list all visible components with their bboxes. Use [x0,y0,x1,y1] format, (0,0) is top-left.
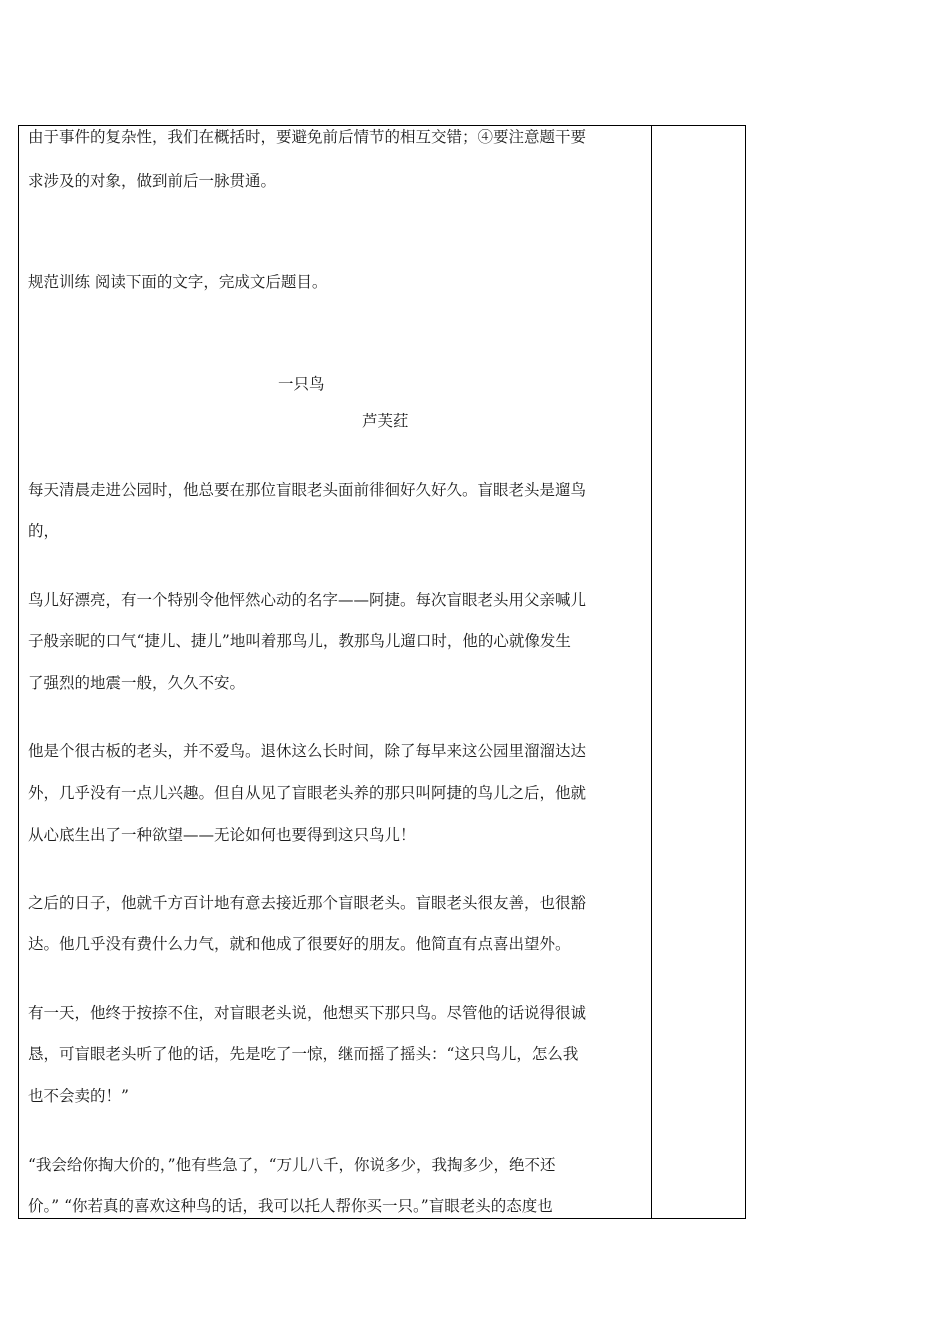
text-line: 由于事件的复杂性，我们在概括时，要避免前后情节的相互交错；④要注意题干要 [28,128,587,146]
text-line: 之后的日子，他就千方百计地有意去接近那个盲眼老头。盲眼老头很友善，也很豁 [28,894,587,912]
text-line: “我会给你掏大价的，”他有些急了，“万儿八千，你说多少，我掏多少，绝不还 [28,1156,556,1174]
text-line: 也不会卖的！” [28,1087,129,1105]
text-line: 从心底生出了一种欲望——无论如何也要得到这只鸟儿！ [28,826,416,844]
table-column-divider [651,125,652,1219]
text-line: 鸟儿好漂亮，有一个特别令他怦然心动的名字——阿捷。每次盲眼老头用父亲喊儿 [28,591,587,609]
text-line: 他是个很古板的老头，并不爱鸟。退休这么长时间，除了每早来这公园里溜溜达达 [28,742,587,760]
text-line: 求涉及的对象，做到前后一脉贯通。 [28,172,277,190]
text-line: 有一天，他终于按捺不住，对盲眼老头说，他想买下那只鸟。尽管他的话说得很诚 [28,1004,587,1022]
story-title: 一只鸟 [278,375,325,393]
text-line: 子般亲昵的口气“捷儿、捷儿”地叫着那鸟儿，教那鸟儿遛口时，他的心就像发生 [28,632,571,650]
text-line: 的， [28,522,60,540]
text-line: 价。” “你若真的喜欢这种鸟的话，我可以托人帮你买一只。”盲眼老头的态度也 [28,1197,553,1215]
text-line: 每天清晨走进公园时，他总要在那位盲眼老头面前徘徊好久好久。盲眼老头是遛鸟 [28,481,587,499]
text-line: 达。他几乎没有费什么力气，就和他成了很要好的朋友。他简直有点喜出望外。 [28,935,571,953]
text-line: 恳，可盲眼老头听了他的话，先是吃了一惊，继而摇了摇头：“这只鸟儿，怎么我 [28,1045,579,1063]
story-author: 芦芙荭 [362,412,409,430]
text-line: 了强烈的地震一般，久久不安。 [28,674,246,692]
exercise-heading: 规范训练 阅读下面的文字，完成文后题目。 [28,273,328,291]
text-line: 外，几乎没有一点儿兴趣。但自从见了盲眼老头养的那只叫阿捷的鸟儿之后，他就 [28,784,587,802]
